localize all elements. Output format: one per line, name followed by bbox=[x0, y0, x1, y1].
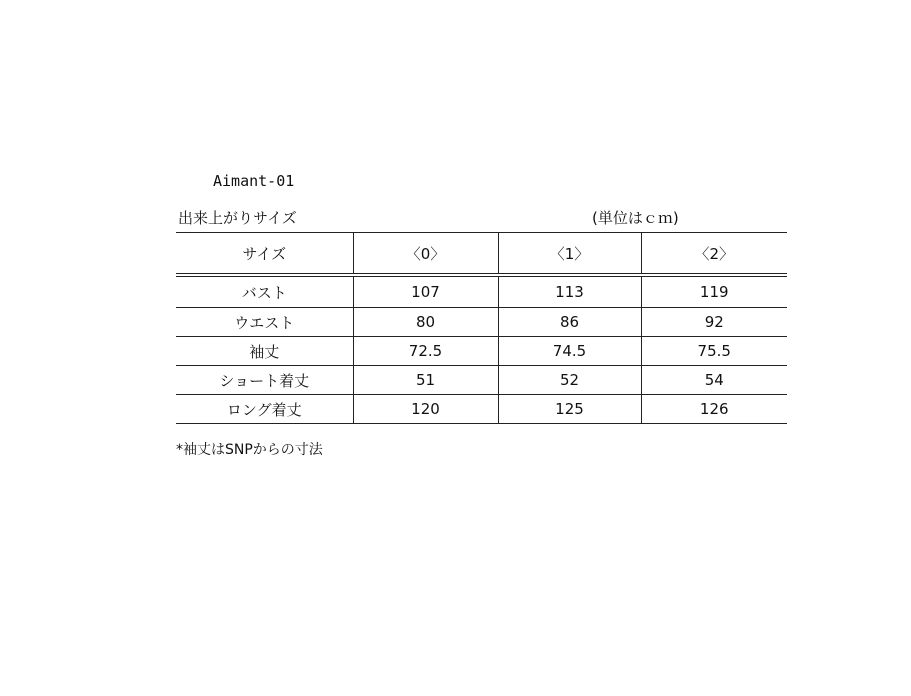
unit-label: (単位はｃｍ) bbox=[592, 209, 679, 227]
row-label: ショート着丈 bbox=[176, 366, 353, 395]
row-label: ロング着丈 bbox=[176, 395, 353, 424]
page-title: 出来上がりサイズ bbox=[178, 209, 297, 227]
cell-value: 120 bbox=[353, 395, 498, 424]
cell-value: 80 bbox=[353, 308, 498, 337]
cell-value: 54 bbox=[641, 366, 787, 395]
size-table bbox=[176, 232, 787, 424]
table-row bbox=[176, 308, 787, 337]
row-label: ウエスト bbox=[176, 308, 353, 337]
header-size-1: 〈1〉 bbox=[498, 233, 641, 276]
cell-value: 74.5 bbox=[498, 337, 641, 366]
cell-value: 113 bbox=[498, 275, 641, 308]
header-size-2: 〈2〉 bbox=[641, 233, 787, 276]
table-row bbox=[176, 395, 787, 424]
header-row bbox=[176, 233, 787, 276]
cell-value: 125 bbox=[498, 395, 641, 424]
cell-value: 86 bbox=[498, 308, 641, 337]
header-label: サイズ bbox=[176, 233, 353, 276]
table-row bbox=[176, 337, 787, 366]
cell-value: 72.5 bbox=[353, 337, 498, 366]
cell-value: 51 bbox=[353, 366, 498, 395]
table-row bbox=[176, 275, 787, 308]
cell-value: 126 bbox=[641, 395, 787, 424]
cell-value: 119 bbox=[641, 275, 787, 308]
model-name: Aimant-01 bbox=[213, 172, 295, 190]
cell-value: 92 bbox=[641, 308, 787, 337]
header-size-0: 〈0〉 bbox=[353, 233, 498, 276]
cell-value: 107 bbox=[353, 275, 498, 308]
row-label: 袖丈 bbox=[176, 337, 353, 366]
row-label: バスト bbox=[176, 275, 353, 308]
table-row bbox=[176, 366, 787, 395]
footnote: *袖丈はSNPからの寸法 bbox=[176, 442, 323, 458]
cell-value: 52 bbox=[498, 366, 641, 395]
cell-value: 75.5 bbox=[641, 337, 787, 366]
